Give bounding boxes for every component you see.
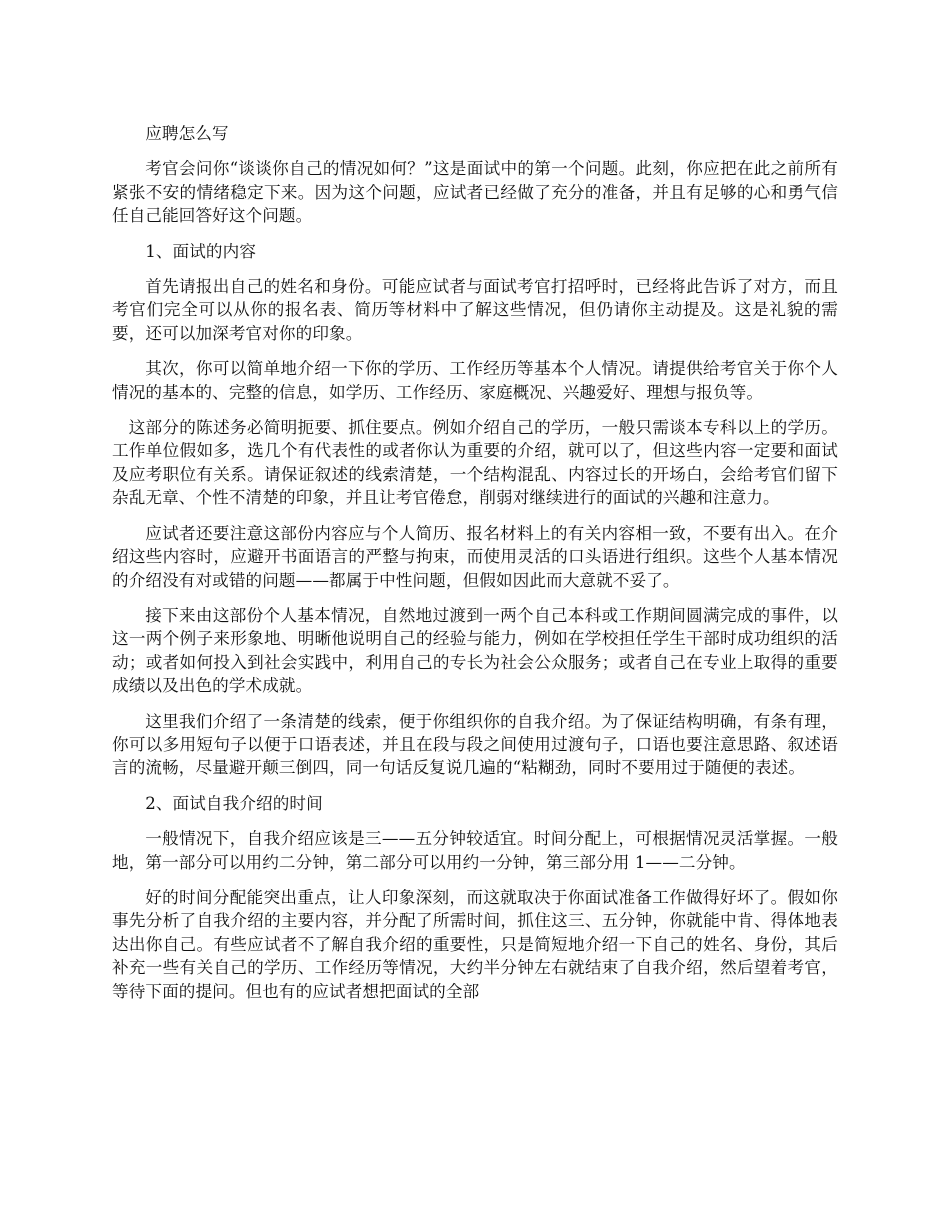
paragraph-consistency: 应试者还要注意这部份内容应与个人简历、报名材料上的有关内容相一致，不要有出入。在介绍这些内容时，应避开书面语言的严整与拘束，而使用灵活的口头语进行组织。这些个人基本情况的介绍没有对或错的问题——都属于中性问题，但假如因此而大意就不妥了。	[112, 523, 838, 590]
paragraph-name-identity: 首先请报出自己的姓名和身份。可能应试者与面试考官打招呼时，已经将此告诉了对方，而且考官们完全可以从你的报名表、简历等材料中了解这些情况，但仍请你主动提及。这是礼貌的需要，还可以加深考官对你的印象。	[112, 277, 838, 343]
paragraph-time-allocation: 一般情况下，自我介绍应该是三——五分钟较适宜。时间分配上，可根据情况灵活掌握。一般地，第一部分可以用约二分钟，第二部分可以用约一分钟，第三部分用 1——二分钟。	[112, 829, 838, 872]
paragraph-education-background: 其次，你可以简单地介绍一下你的学历、工作经历等基本个人情况。请提供给考官关于你个人情况的基本的、完整的信息，如学历、工作经历、家庭概况、兴趣爱好、理想与报负等。	[112, 359, 838, 402]
paragraph-clear-structure: 这里我们介绍了一条清楚的线索，便于你组织你的自我介绍。为了保证结构明确，有条有理，你可以多用短句子以便于口语表述，并且在段与段之间使用过渡句子，口语也要注意思路、叙述语言的流畅，尽量避开颠三倒四，同一句话反复说几遍的“粘糊劲，同时不要用过于随便的表述。	[112, 711, 838, 778]
paragraph-good-time-allocation: 好的时间分配能突出重点，让人印象深刻，而这就取决于你面试准备工作做得好坏了。假如你事先分析了自我介绍的主要内容，并分配了所需时间，抓住这三、五分钟，你就能中肯、得体地表达出你自己。有些应试者不了解自我介绍的重要性，只是简短地介绍一下自己的姓名、身份，其后补充一些有关自己的学历、工作经历等情况，大约半分钟左右就结束了自我介绍，然后望着考官，等待下面的提问。但也有的应试者想把面试的全部	[112, 887, 838, 1001]
paragraph-concise-statement: 这部分的陈述务必简明扼要、抓住要点。例如介绍自己的学历，一般只需谈本专科以上的学历。工作单位假如多，选几个有代表性的或者你认为重要的介绍，就可以了，但这些内容一定要和面试及应考职位有关系。请保证叙述的线索清楚，一个结构混乱、内容过长的开场白，会给考官们留下杂乱无章、个性不清楚的印象，并且让考官倦怠，削弱对继续进行的面试的兴趣和注意力。	[112, 418, 838, 508]
document-body	[112, 122, 838, 1003]
section-heading-interview-time: 2、面试自我介绍的时间	[145, 793, 323, 813]
document-title: 应聘怎么写	[145, 124, 229, 143]
paragraph-examples: 接下来由这部份个人基本情况，自然地过渡到一两个自己本科或工作期间圆满完成的事件，以这一两个例子来形象地、明晰他说明自己的经验与能力，例如在学校担任学生干部时成功组织的活动；或者如何投入到社会实践中，利用自己的专长为社会公众服务；或者自己在专业上取得的重要成绩以及出色的学术成就。	[112, 605, 838, 696]
paragraph-intro: 考官会问你“谈谈你自己的情况如何？”这是面试中的第一个问题。此刻，你应把在此之前所有紧张不安的情绪稳定下来。因为这个问题，应试者已经做了充分的准备，并且有足够的心和勇气信任自己能回答好这个问题。	[112, 159, 838, 226]
section-heading-interview-content: 1、面试的内容	[145, 241, 257, 261]
